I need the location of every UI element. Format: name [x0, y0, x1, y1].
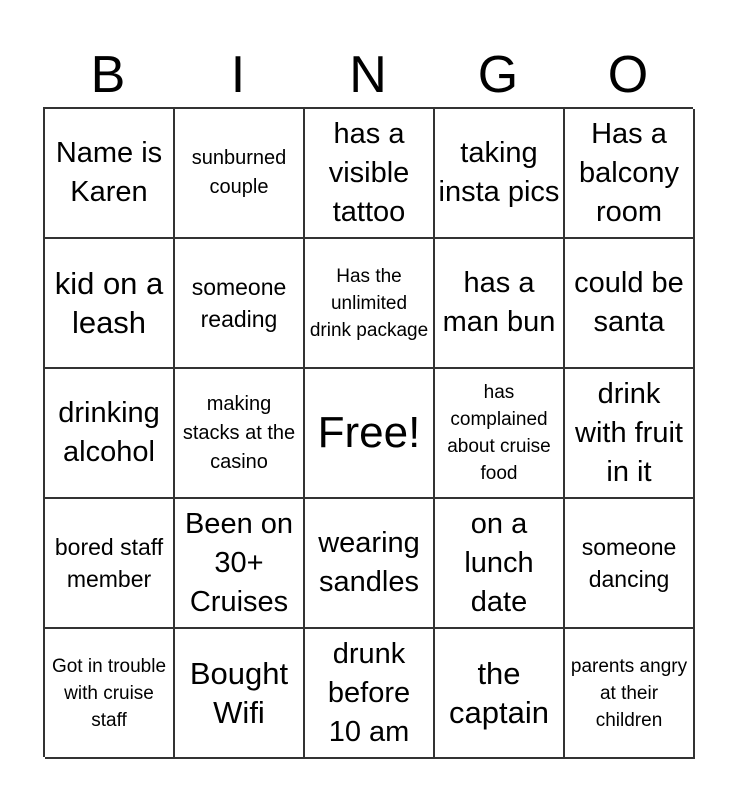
- bingo-cell-text: drink with fruit in it: [575, 377, 683, 488]
- bingo-cell-text: someone dancing: [581, 534, 677, 592]
- bingo-cell[interactable]: [435, 629, 565, 759]
- header-letter-b: B: [90, 46, 126, 104]
- bingo-cell-text: drinking alcohol: [58, 397, 160, 468]
- bingo-cell[interactable]: [565, 499, 695, 629]
- header-letter-g: G: [477, 46, 519, 104]
- header-letter-o: O: [607, 46, 649, 104]
- bingo-cell[interactable]: [565, 109, 695, 239]
- bingo-cell[interactable]: [175, 629, 305, 759]
- bingo-cell[interactable]: [435, 499, 565, 629]
- bingo-cell-text: bored staff member: [54, 534, 164, 592]
- bingo-cell-text: on a lunch date: [464, 507, 534, 618]
- free-space[interactable]: [305, 369, 435, 499]
- bingo-cell[interactable]: [435, 109, 565, 239]
- bingo-cell-text: drunk before 10 am: [327, 637, 411, 748]
- bingo-cell-text: wearing sandles: [318, 527, 420, 598]
- bingo-cell-text: someone reading: [191, 274, 287, 332]
- bingo-cell[interactable]: [305, 239, 435, 369]
- bingo-header: [43, 44, 693, 106]
- bingo-cell[interactable]: [45, 239, 175, 369]
- bingo-cell[interactable]: [175, 239, 305, 369]
- bingo-cell[interactable]: [565, 629, 695, 759]
- bingo-cell[interactable]: [565, 369, 695, 499]
- bingo-cell-text: making stacks at the casino: [182, 392, 296, 473]
- bingo-cell[interactable]: [565, 239, 695, 369]
- bingo-cell-text: has complained about cruise food: [447, 382, 551, 484]
- bingo-cell-text: taking insta pics: [438, 137, 560, 208]
- bingo-cell-text: Free!: [317, 408, 421, 457]
- bingo-cell-text: sunburned couple: [191, 147, 287, 198]
- bingo-cell-text: kid on a leash: [54, 266, 164, 340]
- bingo-cell[interactable]: [435, 369, 565, 499]
- bingo-cell[interactable]: [45, 369, 175, 499]
- bingo-card-grid: [43, 107, 693, 757]
- bingo-cell[interactable]: [175, 369, 305, 499]
- bingo-cell[interactable]: [45, 109, 175, 239]
- bingo-cell-text: parents angry at their children: [570, 655, 688, 731]
- bingo-cell[interactable]: [175, 109, 305, 239]
- bingo-cell-text: has a visible tattoo: [328, 117, 410, 228]
- bingo-cell-text: Has a balcony room: [579, 117, 679, 228]
- header-letter-i: I: [230, 46, 246, 104]
- bingo-cell-text: has a man bun: [442, 267, 556, 338]
- bingo-cell[interactable]: [45, 499, 175, 629]
- bingo-cell-text: Been on 30+ Cruises: [184, 507, 294, 618]
- bingo-cell[interactable]: [305, 109, 435, 239]
- bingo-cell-text: Has the unlimited drink package: [309, 265, 429, 341]
- bingo-cell-text: could be santa: [574, 267, 684, 338]
- header-letter-n: N: [349, 46, 387, 104]
- bingo-cell-text: Bought Wifi: [189, 656, 289, 730]
- bingo-cell[interactable]: [305, 499, 435, 629]
- bingo-cell-text: the captain: [449, 656, 549, 730]
- bingo-cell[interactable]: [45, 629, 175, 759]
- bingo-cell[interactable]: [175, 499, 305, 629]
- bingo-cell-text: Name is Karen: [55, 137, 163, 208]
- bingo-cell[interactable]: [305, 629, 435, 759]
- bingo-cell-text: Got in trouble with cruise staff: [51, 655, 167, 731]
- bingo-cell[interactable]: [435, 239, 565, 369]
